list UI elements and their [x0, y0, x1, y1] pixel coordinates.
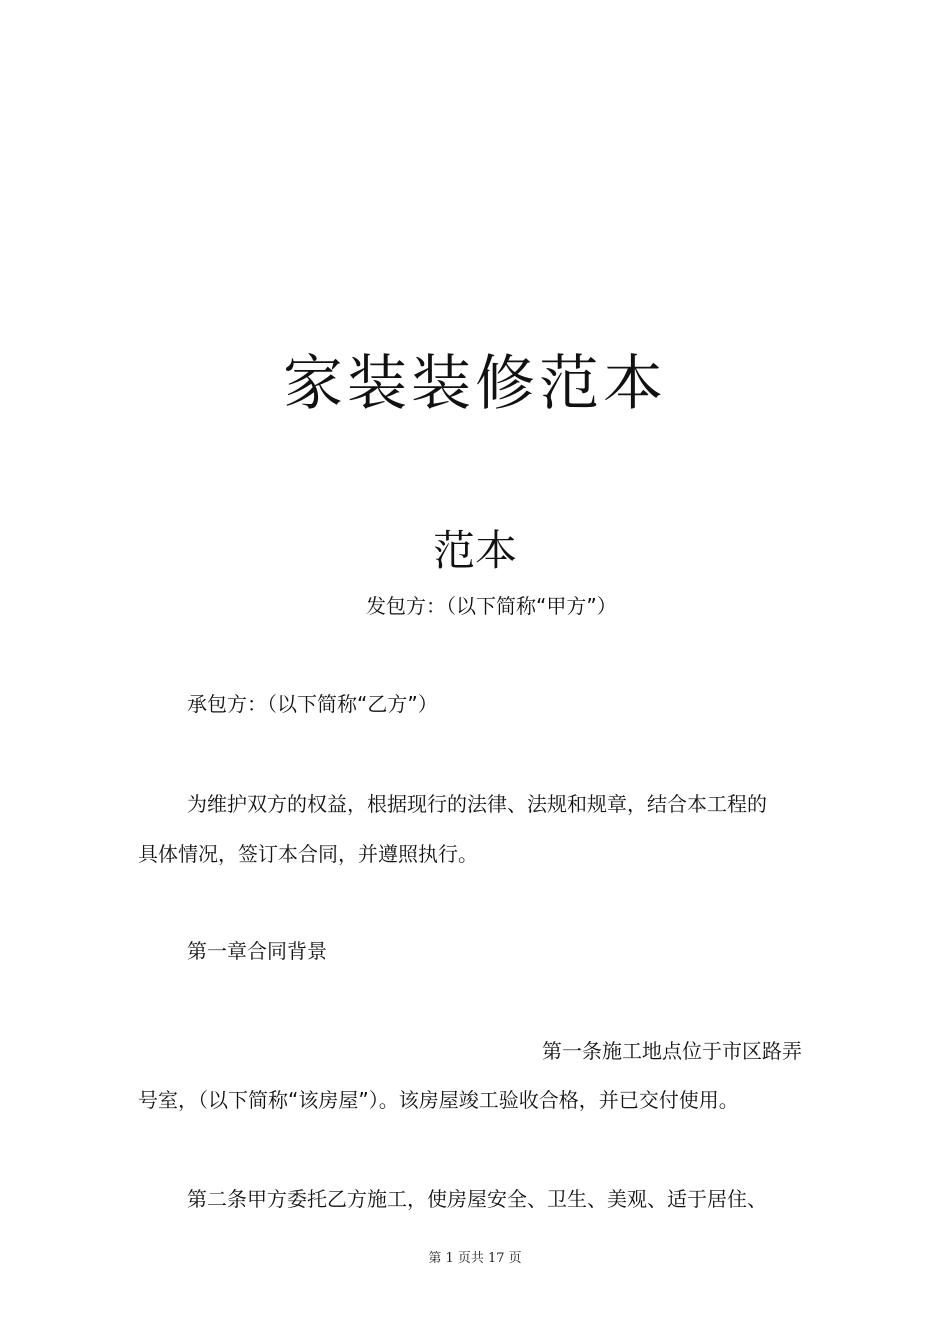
party-a-line: 发包方：（以下简称“甲方”） [366, 594, 617, 618]
page-number-footer: 第 1 页共 17 页 [428, 1251, 522, 1266]
document-subtitle: 范本 [432, 526, 517, 575]
preamble-line-2: 具体情况，签订本合同，并遵照执行。 [138, 842, 478, 866]
party-b-line: 承包方：（以下简称“乙方”） [187, 692, 438, 716]
article-1-line-2: 号室，（以下简称“该房屋”）。该房屋竣工验收合格，并已交付使用。 [138, 1088, 739, 1112]
preamble-line-1: 为维护双方的权益，根据现行的法律、法规和规章，结合本工程的 [187, 792, 767, 816]
article-1-line-1: 第一条施工地点位于市区路弄 [542, 1039, 802, 1063]
document-title: 家装装修范本 [283, 349, 667, 419]
article-2-line-1: 第二条甲方委托乙方施工，使房屋安全、卫生、美观、适于居住、 [187, 1187, 767, 1211]
chapter-1-heading: 第一章合同背景 [187, 939, 327, 963]
